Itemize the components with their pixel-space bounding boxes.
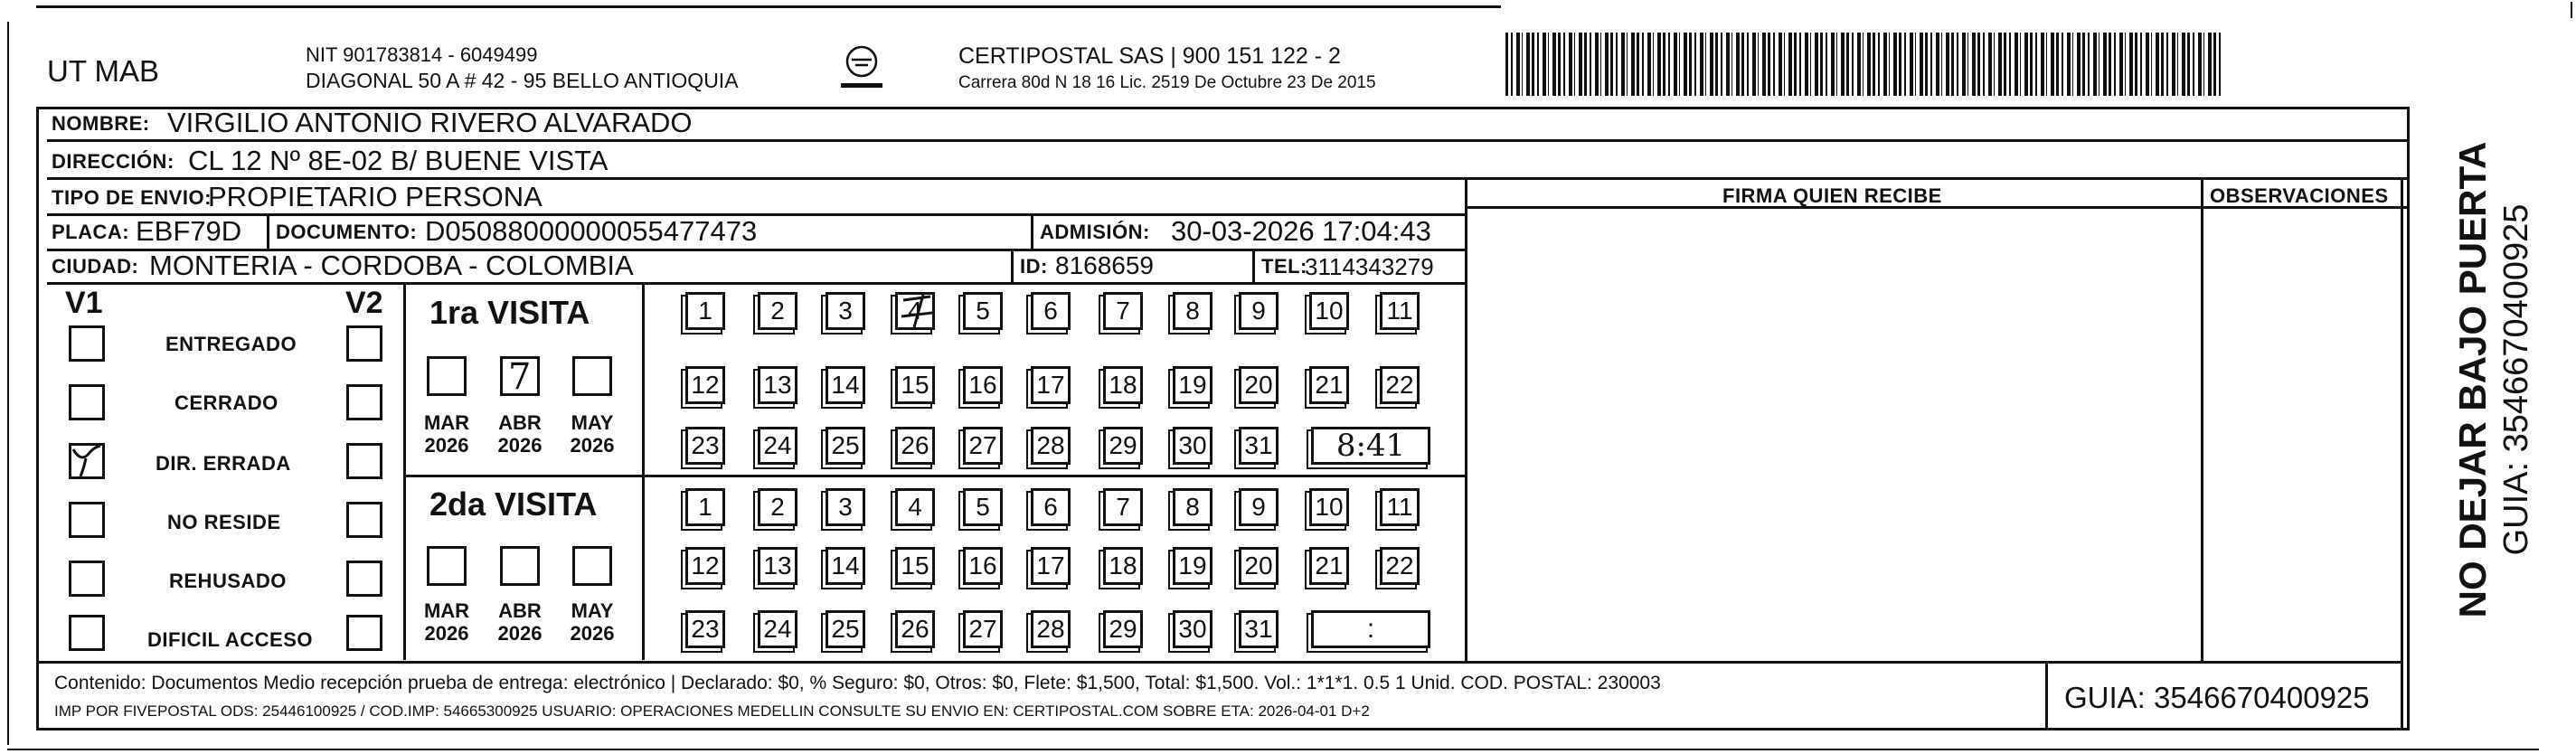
visit2-month-may-box[interactable] <box>572 546 612 586</box>
sign-area-left <box>1465 177 1467 661</box>
visit2-month-mar-box[interactable] <box>427 546 467 586</box>
visit2-day-30[interactable]: 30 <box>1173 610 1213 648</box>
visit1-day-8[interactable]: 8 <box>1173 292 1213 330</box>
visit2-day-3[interactable]: 3 <box>826 488 865 526</box>
visit1-day-10[interactable]: 10 <box>1309 292 1349 330</box>
visit2-day-15[interactable]: 15 <box>895 547 935 585</box>
carrier-name: CERTIPOSTAL SAS | 900 151 122 - 2 <box>958 43 1341 69</box>
visit2-day-12[interactable]: 12 <box>685 547 725 585</box>
visit1-day-31[interactable]: 31 <box>1239 427 1279 465</box>
visit1-day-5[interactable]: 5 <box>963 292 1003 330</box>
visit2-day-17[interactable]: 17 <box>1031 547 1071 585</box>
admission-label: ADMISIÓN: <box>1040 221 1150 243</box>
visit2-month-label: MAR 2026 <box>423 599 470 646</box>
signature-area[interactable] <box>1470 212 2198 659</box>
col-line <box>1011 249 1014 282</box>
visit2-day-23[interactable]: 23 <box>685 610 725 648</box>
visit1-day-13[interactable]: 13 <box>758 366 797 404</box>
city-value: MONTERIA - CORDOBA - COLOMBIA <box>149 250 634 281</box>
tel-value: 3114343279 <box>1305 253 1434 280</box>
visit1-day-28[interactable]: 28 <box>1031 427 1071 465</box>
status-option: ENTREGADO <box>165 333 297 355</box>
ship-type-value: PROPIETARIO PERSONA <box>208 181 543 212</box>
visit1-title: 1ra VISITA <box>429 294 590 331</box>
col-line <box>1252 249 1255 282</box>
visit2-day-16[interactable]: 16 <box>963 547 1003 585</box>
visit1-day-20[interactable]: 20 <box>1239 366 1279 404</box>
visit1-day-21[interactable]: 21 <box>1309 366 1349 404</box>
sender-name: UT MAB <box>47 54 160 88</box>
sender-nit: NIT 901783814 - 6049499 <box>306 43 538 66</box>
v2-checkbox-cerrado[interactable] <box>346 384 382 420</box>
visit2-day-28[interactable]: 28 <box>1031 610 1071 648</box>
visit2-title: 2da VISITA <box>429 485 598 523</box>
visit1-day-6[interactable]: 6 <box>1031 292 1071 330</box>
visit1-month-label: MAR 2026 <box>423 411 470 457</box>
side-tick <box>2571 2 2572 18</box>
admission-value: 30-03-2026 17:04:43 <box>1171 215 1431 247</box>
visit2-month-abr-box[interactable] <box>500 546 540 586</box>
name-value: VIRGILIO ANTONIO RIVERO ALVARADO <box>167 107 693 138</box>
visit2-month-label: ABR 2026 <box>497 599 543 646</box>
status-option: CERRADO <box>175 391 278 414</box>
visit2-day-9[interactable]: 9 <box>1239 488 1279 526</box>
visit2-day-25[interactable]: 25 <box>826 610 865 648</box>
status-option: DIFICIL ACCESO <box>147 628 314 651</box>
visit1-day-14[interactable]: 14 <box>826 366 865 404</box>
visit1-day-24[interactable]: 24 <box>758 427 797 465</box>
visit1-day-15[interactable]: 15 <box>895 366 935 404</box>
left-edge <box>7 22 9 745</box>
visit1-day-27[interactable]: 27 <box>963 427 1003 465</box>
tel-label: TEL: <box>1261 255 1307 278</box>
v1-label: V1 <box>65 286 103 320</box>
visit1-month-abr-box[interactable] <box>500 356 540 396</box>
visit1-day-16[interactable]: 16 <box>963 366 1003 404</box>
v1-checkbox-no-reside[interactable] <box>69 502 105 538</box>
v2-checkbox-entregado[interactable] <box>346 325 382 362</box>
visit1-day-7[interactable]: 7 <box>1103 292 1143 330</box>
row-line <box>47 139 2407 142</box>
status-option: REHUSADO <box>169 570 287 592</box>
status-option: DIR. ERRADA <box>156 452 291 475</box>
document-value: D05088000000055477473 <box>425 215 758 247</box>
col-line <box>1031 213 1033 249</box>
name-label: NOMBRE: <box>52 112 150 135</box>
address-label: DIRECCIÓN: <box>52 150 175 173</box>
visit1-month-mar-box[interactable] <box>427 356 467 396</box>
v2-checkbox-dificil-acceso[interactable] <box>346 615 382 651</box>
visit1-day-25[interactable]: 25 <box>826 427 865 465</box>
v1-checkbox-cerrado[interactable] <box>69 384 105 420</box>
visit2-day-20[interactable]: 20 <box>1239 547 1279 585</box>
plate-value: EBF79D <box>136 215 242 247</box>
status-divider <box>403 282 406 660</box>
visit2-day-27[interactable]: 27 <box>963 610 1003 648</box>
observations-header: OBSERVACIONES <box>2210 184 2389 207</box>
visit2-day-1[interactable]: 1 <box>685 488 725 526</box>
visit1-month-label: ABR 2026 <box>497 411 543 457</box>
footer-top <box>36 661 2403 664</box>
obs-area-right <box>2401 177 2403 729</box>
obs-area-left <box>2201 177 2203 661</box>
visit1-day-30[interactable]: 30 <box>1173 427 1213 465</box>
document-label: DOCUMENTO: <box>276 221 418 243</box>
visit1-day-4[interactable]: 4 <box>895 292 935 330</box>
visit2-day-13[interactable]: 13 <box>758 547 797 585</box>
visit2-day-7[interactable]: 7 <box>1103 488 1143 526</box>
v2-checkbox-dir-errada[interactable] <box>346 443 382 479</box>
v2-checkbox-no-reside[interactable] <box>346 502 382 538</box>
visit1-month-label: MAY 2026 <box>570 411 615 457</box>
visit2-day-24[interactable]: 24 <box>758 610 797 648</box>
v2-label: V2 <box>345 286 383 320</box>
ship-type-label: TIPO DE ENVIO: <box>52 186 212 209</box>
side-notice: NO DEJAR BAJO PUERTA <box>2451 141 2494 618</box>
city-label: CIUDAD: <box>52 255 139 278</box>
visit1-day-2[interactable]: 2 <box>758 292 797 330</box>
visit2-time-box[interactable]: : <box>1311 610 1430 648</box>
barcode <box>1505 33 2224 96</box>
plate-label: PLACA: <box>52 221 130 243</box>
row-line <box>47 177 2407 180</box>
visit1-day-18[interactable]: 18 <box>1103 366 1143 404</box>
visit1-day-26[interactable]: 26 <box>895 427 935 465</box>
visit2-day-18[interactable]: 18 <box>1103 547 1143 585</box>
visit2-day-31[interactable]: 31 <box>1239 610 1279 648</box>
visit1-month-mark: 7 <box>508 356 532 398</box>
observations-area[interactable] <box>2206 212 2398 659</box>
visit1-day-19[interactable]: 19 <box>1173 366 1213 404</box>
id-value: 8168659 <box>1055 251 1155 279</box>
handwritten-mark <box>896 289 939 333</box>
visit1-day-3[interactable]: 3 <box>826 292 865 330</box>
signature-header: FIRMA QUIEN RECIBE <box>1722 184 1942 207</box>
col-line <box>267 213 269 249</box>
footer-guia: GUIA: 3546670400925 <box>2064 681 2370 714</box>
visit2-day-2[interactable]: 2 <box>758 488 797 526</box>
visit2-day-11[interactable]: 11 <box>1380 488 1420 526</box>
visit2-day-19[interactable]: 19 <box>1173 547 1213 585</box>
visit1-day-9[interactable]: 9 <box>1239 292 1279 330</box>
visit2-day-22[interactable]: 22 <box>1380 547 1420 585</box>
carrier-address: Carrera 80d N 18 16 Lic. 2519 De Octubre 23 De 2015 <box>958 73 1376 92</box>
visit2-day-8[interactable]: 8 <box>1173 488 1213 526</box>
visit2-day-10[interactable]: 10 <box>1309 488 1349 526</box>
v1-checkbox-rehusado[interactable] <box>69 561 105 597</box>
v1-checkbox-dir-errada[interactable] <box>69 443 105 479</box>
id-label: ID: <box>1020 255 1048 278</box>
visit2-day-4[interactable]: 4 <box>895 488 935 526</box>
visit1-day-17[interactable]: 17 <box>1031 366 1071 404</box>
address-value: CL 12 Nº 8E-02 B/ BUENE VISTA <box>188 145 609 176</box>
visit-divider <box>403 475 1467 477</box>
visit1-day-29[interactable]: 29 <box>1103 427 1143 465</box>
visit1-day-12[interactable]: 12 <box>685 366 725 404</box>
visit1-day-1[interactable]: 1 <box>685 292 725 330</box>
visit1-month-may-box[interactable] <box>572 356 612 396</box>
v1-checkbox-dificil-acceso[interactable] <box>69 615 105 651</box>
visit2-day-14[interactable]: 14 <box>826 547 865 585</box>
visit1-day-22[interactable]: 22 <box>1380 366 1420 404</box>
visit2-day-21[interactable]: 21 <box>1309 547 1349 585</box>
visit2-month-label: MAY 2026 <box>570 599 615 646</box>
v1-checkbox-entregado[interactable] <box>69 325 105 362</box>
visit2-day-26[interactable]: 26 <box>895 610 935 648</box>
sender-address: DIAGONAL 50 A # 42 - 95 BELLO ANTIOQUIA <box>306 69 739 92</box>
visit2-day-6[interactable]: 6 <box>1031 488 1071 526</box>
visit1-day-23[interactable]: 23 <box>685 427 725 465</box>
side-guia: GUIA: 3546670400925 <box>2497 203 2535 556</box>
visit2-day-5[interactable]: 5 <box>963 488 1003 526</box>
footer-guia-divider <box>2045 661 2048 730</box>
footer-print-info: IMP POR FIVEPOSTAL ODS: 25446100925 / COD.IMP: 54665300925 USUARIO: OPERACIONES MEDELLIN CONSULTE SU ENVIO EN: CERTIPOSTAL.COM SOBRE ETA: 2026-04-01 D+2 <box>54 702 1370 720</box>
top-border <box>36 5 1501 8</box>
visit1-day-11[interactable]: 11 <box>1380 292 1420 330</box>
v2-checkbox-rehusado[interactable] <box>346 561 382 597</box>
months-divider <box>642 282 645 660</box>
footer-content: Contenido: Documentos Medio recepción prueba de entrega: electrónico | Declarado: $0, % Seguro: $0, Otros: $0, Flete: $1,500, Total: $1,500. Vol.: 1*1*1. 0.5 1 Unid. COD. POSTAL: 230003 <box>54 673 1661 693</box>
visit1-time-box[interactable]: 8:41 <box>1311 427 1430 465</box>
visit2-day-29[interactable]: 29 <box>1103 610 1143 648</box>
status-option: NO RESIDE <box>167 511 281 533</box>
certipostal-logo <box>839 43 884 99</box>
bottom-border <box>7 749 2539 750</box>
row-line <box>47 282 1465 285</box>
